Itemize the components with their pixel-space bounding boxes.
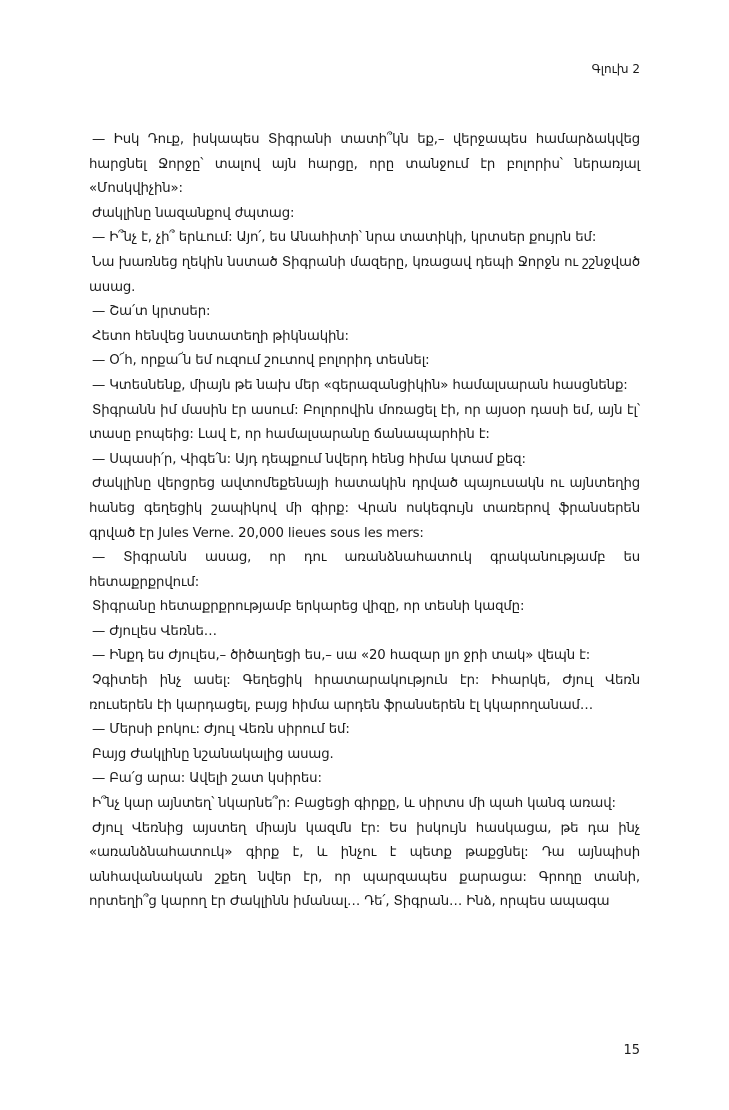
paragraph: Ժակլինը նազանքով ժպտաց:	[92, 205, 295, 221]
paragraph: — Շա՛տ կրտսեր:	[92, 304, 211, 320]
running-head: Գլուխ 2	[591, 62, 640, 76]
body-text	[89, 128, 640, 915]
paragraph: — Ժյուլես Վեռնե…	[92, 623, 217, 639]
paragraph: Բայց Ժակլինը նշանակալից ասաց.	[92, 746, 334, 762]
paragraph: — Բա՛ց արա: Ավելի շատ կսիրես:	[92, 771, 322, 787]
paragraph: Նա խառնեց ղեկին նստած Տիգրանի մազերը, կռացավ դեպի Ջորջն ու շշնջված ասաց.	[89, 254, 640, 295]
paragraph: Տիգրանն իմ մասին էր ասում: Բոլորովին մոռացել էի, որ այսօր դասի եմ, այն էլ՝ տասը բոպեից: Լավ է, որ համալսարանը ճանապարհին է:	[89, 402, 640, 443]
paragraph: — Իսկ Դուք, իսկապես Տիգրանի տատի՞կն եք,– վերջապես համարձակվեց հարցնել Ջորջը՝ տալով այն հարցը, որը տանջում էր բոլորիս՝ ներառյալ «Մոսկվիչին»:	[89, 132, 640, 197]
paragraph: — Ի՞նչ է, չի՞ երևում: Այո՛, ես Անահիտի՝ նրա տատիկի, կրտսեր քույրն եմ:	[92, 230, 597, 246]
paragraph: Հետո հենվեց նստատեղի թիկնակին:	[92, 328, 349, 344]
page-number: 15	[623, 1043, 640, 1058]
paragraph: — Տիգրանն ասաց, որ դու առանձնահատուկ գրականությամբ ես հետաքրքրվում:	[89, 550, 640, 590]
paragraph: — Սպասի՛ր, Վիգե՛ն: Այդ դեպքում նվերդ հենց հիմա կտամ քեզ:	[92, 451, 526, 467]
paragraph: — Օ՜հ, որքա՜ն եմ ուզում շուտով բոլորիդ տեսնել:	[92, 353, 430, 369]
paragraph: Ի՞նչ կար այնտեղ՝ նկարնե՞ր: Բացեցի գիրքը, և սիրտս մի պահ կանգ առավ:	[92, 796, 616, 812]
paragraph: Չգիտեի ինչ ասել: Գեղեցիկ հրատարակություն էր: Իհարկե, Ժյուլ Վեռն ռուսերեն էի կարդացել, բայց հիմա արդեն ֆրանսերեն էլ կկարողանամ…	[89, 673, 640, 713]
paragraph: Ժակլինը վերցրեց ավտոմեքենայի հատակին դրված պայուսակն ու այնտեղից հանեց գեղեցիկ շապիկով մի գիրք: Վրան ոսկեգույն տառերով ֆրանսերեն գրված էր Jules Verne. 20,000 lieues sous les mers:	[89, 476, 640, 541]
paragraph: Տիգրանը հետաքրքրությամբ երկարեց վիզը, որ տեսնի կազմը:	[92, 599, 525, 615]
paragraph: — Ինքդ ես Ժյուլես,– ծիծաղեցի ես,– սա «20 հազար լյո ջրի տակ» վեպն է:	[92, 648, 591, 664]
paragraph: Ժյուլ Վեռնից այստեղ միայն կազմն էր: Ես իսկույն հասկացա, թե դա ինչ «առանձնահատուկ» գիրք է, և ինչու է պետք թաքցնել: Դա այնպիսի անհավանական շքեղ նվեր էր, որ պարզապես քարացա: Գրողը տանի, որտեղի՞ց կարող էր Ժակլինն իմանալ… Դե՛, Տիգրան… Ինձ, որպես ապագա	[89, 820, 640, 910]
paragraph: — Մերսի բոկու: Ժյուլ Վեռն սիրում եմ:	[92, 722, 350, 738]
paragraph: — Կտեսնենք, միայն թե նախ մեր «գերազանցիկին» համալսարան հասցնենք:	[92, 377, 628, 393]
